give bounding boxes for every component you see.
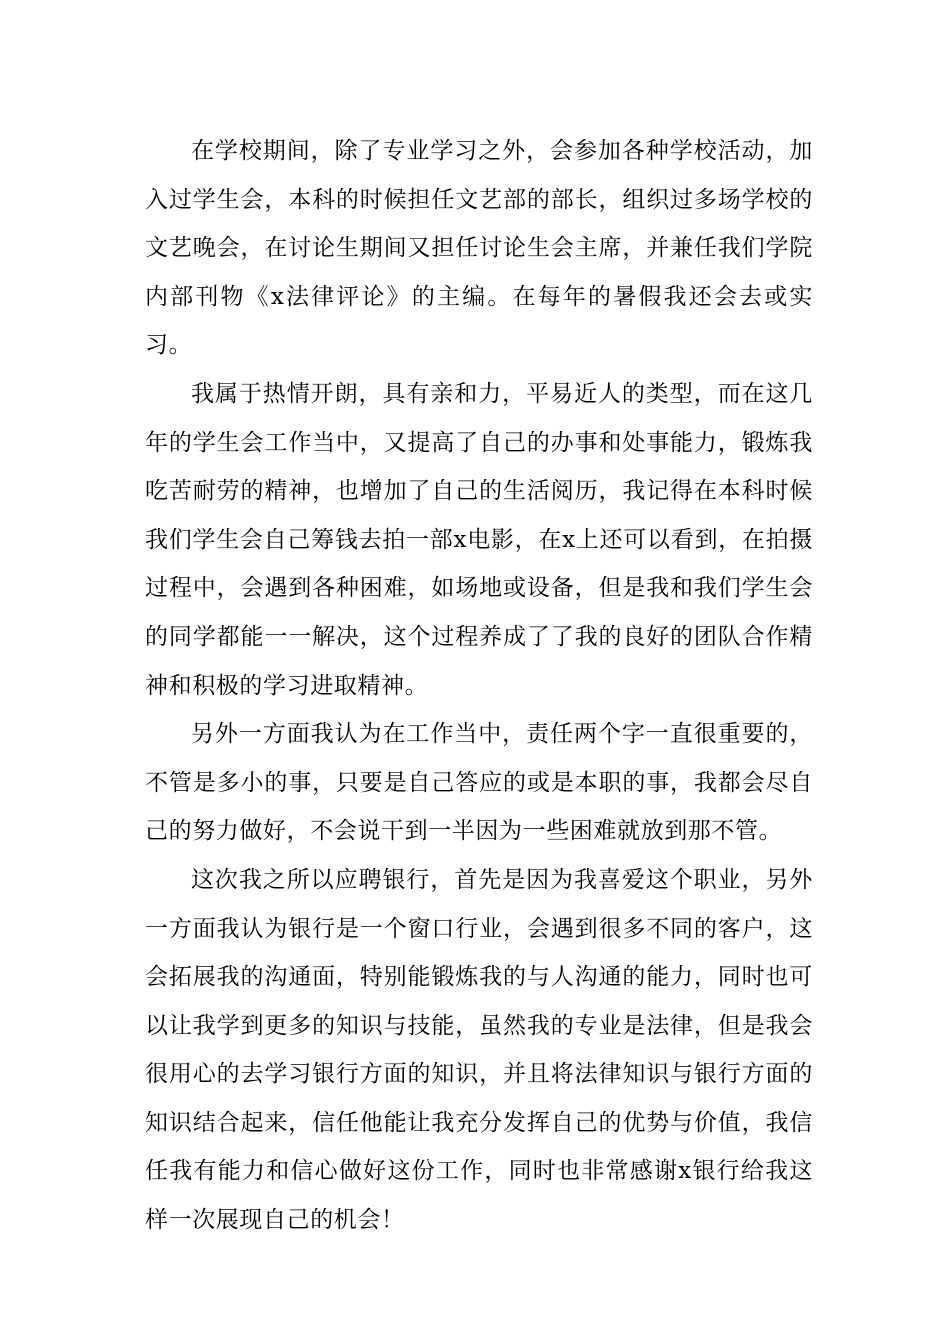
paragraph-responsibility: 另外一方面我认为在工作当中，责任两个字一直很重要的，不管是多小的事，只要是自己答应的或是本职的事，我都会尽自己的努力做好，不会说干到一半因为一些困难就放到那不管。 [145,721,813,845]
document-body [145,127,813,1245]
paragraph-student-activities: 在学校期间，除了专业学习之外，会参加各种学校活动，加入过学生会，本科的时候担任文艺部的部长，组织过多场学校的文艺晚会，在讨论生期间又担任讨论生会主席，并兼任我们学院内部刊物《x法律评论》的主编。在每年的暑假我还会去或实习。 [145,138,813,359]
paragraph-personality: 我属于热情开朗，具有亲和力，平易近人的类型，而在这几年的学生会工作当中，又提高了自己的办事和处事能力，锻炼我吃苦耐劳的精神，也增加了自己的生活阅历，我记得在本科时候我们学生会自己筹钱去拍一部x电影，在x上还可以看到，在拍摄过程中，会遇到各种困难，如场地或设备，但是我和我们学生会的同学都能一一解决，这个过程养成了了我的良好的团队合作精神和积极的学习进取精神。 [145,380,813,699]
paragraph-application-reason: 这次我之所以应聘银行，首先是因为我喜爱这个职业，另外一方面我认为银行是一个窗口行业，会遇到很多不同的客户，这会拓展我的沟通面，特别能锻炼我的与人沟通的能力，同时也可以让我学到更多的知识与技能，虽然我的专业是法律，但是我会很用心的去学习银行方面的知识，并且将法律知识与银行方面的知识结合起来，信任他能让我充分发挥自己的优势与价值，我信任我有能力和信心做好这份工作，同时也非常感谢x银行给我这样一次展现自己的机会！ [145,866,813,1234]
